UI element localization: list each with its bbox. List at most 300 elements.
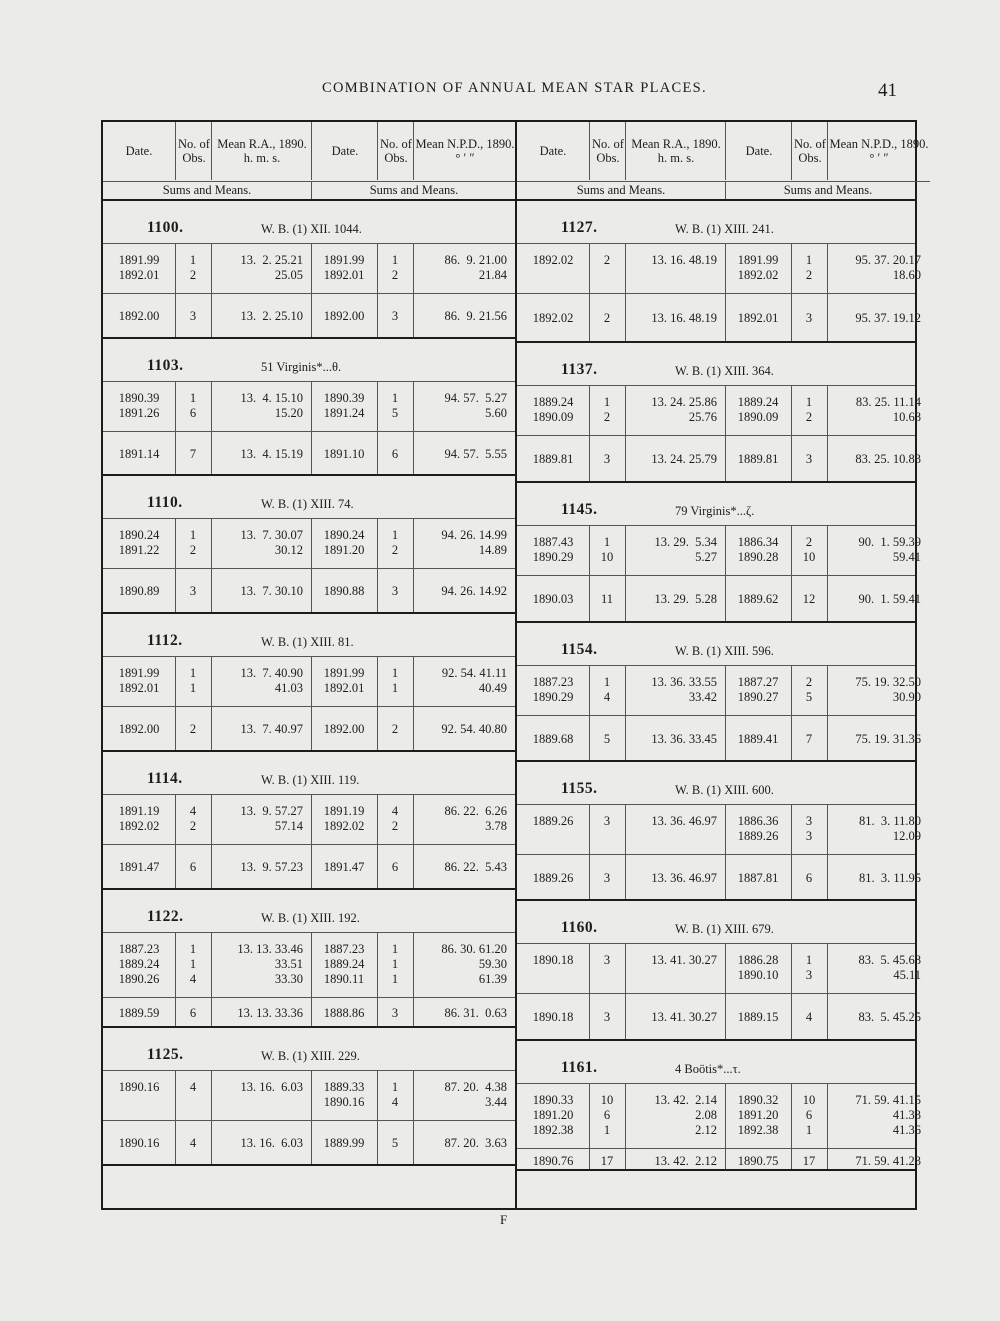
obs-obs-value: 2: [391, 819, 399, 833]
obs-npd-value: 71. 59. 41.15: [855, 1093, 921, 1107]
obs-date-value: 1890.16: [323, 1095, 365, 1109]
obs-obs-value: 1: [391, 666, 399, 680]
mean-npd-value: 71. 59. 41.23: [855, 1154, 921, 1168]
obs-npd-value: 86. 30. 61.20: [441, 942, 507, 956]
header-no-of-obs-npd: No. of Obs.: [377, 122, 414, 180]
obs-ra-value: 30.12: [274, 543, 303, 557]
obs-obs-value: 10: [802, 1093, 816, 1107]
mean-ra-value: 13. 9. 57.23: [240, 860, 303, 874]
column-rule: [625, 944, 626, 1039]
mean-date-value: 1889.81: [532, 452, 574, 466]
star-title: [103, 476, 515, 518]
obs-date-value: 1891.22: [118, 543, 160, 557]
column-rule: [311, 244, 312, 337]
sums-and-means-npd: Sums and Means.: [725, 181, 930, 199]
obs-npd-value: 90. 1. 59.39: [858, 535, 921, 549]
obs-date-value: 1891.19: [323, 804, 365, 818]
obs-obs-value: 1: [391, 972, 399, 986]
mean-npd-value: 86. 9. 21.56: [444, 309, 507, 323]
star-name: 79 Virginis*...ζ.: [675, 504, 755, 518]
obs-ra-value: 5.27: [695, 550, 717, 564]
sums-and-means-ra: Sums and Means.: [517, 181, 725, 199]
star-name: W. B. (1) XIII. 679.: [675, 922, 774, 936]
column-rule: [725, 1084, 726, 1169]
obs-ra-value: 13. 29. 5.34: [654, 535, 717, 549]
star-entry: [103, 339, 515, 476]
star-name: 4 Boötis*...τ.: [675, 1062, 741, 1076]
obs-date-value: 1890.32: [737, 1093, 779, 1107]
obs-obs-value: 1: [805, 253, 813, 267]
star-entry: [517, 483, 921, 623]
obs-npd-value: 10.68: [892, 410, 921, 424]
obs-obs-value: 1: [805, 953, 813, 967]
mean-date-value: 1889.59: [118, 1006, 160, 1020]
obs-npd-value: 3.78: [485, 819, 507, 833]
header-no-of-obs: No. of Obs.: [175, 122, 212, 180]
star-entry: [517, 201, 921, 343]
mean-date-value: 1892.00: [323, 722, 365, 736]
obs-obs-value: 1: [603, 535, 611, 549]
mean-obs-value: 3: [603, 452, 611, 466]
obs-date-value: 1892.01: [323, 681, 365, 695]
obs-date-value: 1887.27: [737, 675, 779, 689]
sums-rule: [517, 293, 915, 294]
column-rule: [211, 657, 212, 750]
star-data: [103, 518, 515, 612]
obs-obs-value: 1: [391, 528, 399, 542]
obs-ra-value: 13. 9. 57.27: [240, 804, 303, 818]
header-mean-ra: Mean R.A., 1890. h. m. s.: [211, 122, 312, 180]
mean-obs-value: 3: [391, 584, 399, 598]
obs-npd-value: 5.60: [485, 406, 507, 420]
obs-obs-value: 5: [391, 406, 399, 420]
obs-date-value: 1890.29: [532, 550, 574, 564]
obs-date-value: 1891.20: [737, 1108, 779, 1122]
column-rule: [413, 382, 414, 474]
mean-obs-value: 11: [600, 592, 614, 606]
mean-obs-value: 5: [391, 1136, 399, 1150]
obs-npd-value: 18.60: [892, 268, 921, 282]
obs-obs-value: 1: [391, 253, 399, 267]
obs-obs-value: 1: [391, 681, 399, 695]
star-title: [517, 623, 915, 665]
star-number: 1155.: [561, 780, 598, 797]
obs-ra-value: 13. 13. 33.46: [237, 942, 303, 956]
mean-ra-value: 13. 7. 30.10: [240, 584, 303, 598]
mean-ra-value: 13. 29. 5.28: [654, 592, 717, 606]
obs-date-value: 1890.24: [118, 528, 160, 542]
column-rule: [211, 795, 212, 888]
obs-obs-value: 4: [391, 804, 399, 818]
mean-npd-value: 87. 20. 3.63: [444, 1136, 507, 1150]
obs-obs-value: 1: [603, 675, 611, 689]
star-number: 1122.: [147, 908, 184, 925]
mean-npd-value: 95. 37. 19.12: [855, 311, 921, 325]
obs-ra-value: 25.05: [274, 268, 303, 282]
sums-rule: [103, 844, 515, 845]
star-places-table: [101, 120, 929, 1210]
mean-ra-value: 13. 42. 2.12: [654, 1154, 717, 1168]
obs-date-value: 1887.23: [323, 942, 365, 956]
obs-obs-value: 1: [391, 957, 399, 971]
obs-npd-value: 92. 54. 41.11: [441, 666, 507, 680]
obs-date-value: 1892.38: [532, 1123, 574, 1137]
obs-obs-value: 1: [603, 395, 611, 409]
obs-ra-value: 13. 7. 40.90: [240, 666, 303, 680]
column-rule: [725, 805, 726, 899]
sums-and-means-ra: Sums and Means.: [103, 181, 311, 199]
obs-obs-value: 2: [189, 819, 197, 833]
sums-rule: [517, 435, 915, 436]
obs-date-value: 1892.01: [323, 268, 365, 282]
mean-date-value: 1892.00: [118, 309, 160, 323]
obs-obs-value: 1: [189, 528, 197, 542]
obs-date-value: 1892.02: [118, 819, 160, 833]
column-rule: [311, 519, 312, 612]
star-number: 1137.: [561, 361, 598, 378]
column-rule: [413, 244, 414, 337]
obs-date-value: 1887.23: [532, 675, 574, 689]
mean-date-value: 1889.62: [737, 592, 779, 606]
mean-obs-value: 3: [189, 584, 197, 598]
mean-ra-value: 13. 36. 46.97: [651, 871, 717, 885]
mean-npd-value: 90. 1. 59.41: [858, 592, 921, 606]
mean-npd-value: 81. 3. 11.95: [858, 871, 921, 885]
obs-date-value: 1892.01: [118, 268, 160, 282]
star-data: [103, 1070, 515, 1164]
obs-npd-value: 61.39: [478, 972, 507, 986]
mean-obs-value: 5: [603, 732, 611, 746]
obs-obs-value: 1: [391, 391, 399, 405]
column-rule: [625, 805, 626, 899]
column-header: [517, 122, 929, 201]
star-title: [103, 1028, 515, 1070]
star-name: W. B. (1) XIII. 596.: [675, 644, 774, 658]
obs-npd-value: 95. 37. 20.17: [855, 253, 921, 267]
column-rule: [413, 1071, 414, 1164]
obs-ra-value: 13. 36. 33.55: [651, 675, 717, 689]
obs-date-value: 1886.28: [737, 953, 779, 967]
star-number: 1100.: [147, 219, 184, 236]
obs-ra-value: 13. 2. 25.21: [240, 253, 303, 267]
obs-obs-value: 2: [805, 410, 813, 424]
mean-npd-value: 83. 25. 10.83: [855, 452, 921, 466]
obs-obs-value: 4: [603, 690, 611, 704]
mean-obs-value: 2: [189, 722, 197, 736]
mean-npd-value: 86. 31. 0.63: [444, 1006, 507, 1020]
sums-rule: [103, 431, 515, 432]
star-name: W. B. (1) XIII. 600.: [675, 783, 774, 797]
obs-date-value: 1890.18: [532, 953, 574, 967]
mean-obs-value: 4: [805, 1010, 813, 1024]
star-number: 1161.: [561, 1059, 598, 1076]
mean-date-value: 1889.26: [532, 871, 574, 885]
column-rule: [625, 666, 626, 760]
obs-date-value: 1891.26: [118, 406, 160, 420]
obs-obs-value: 1: [603, 1123, 611, 1137]
obs-obs-value: 2: [391, 268, 399, 282]
obs-date-value: 1890.09: [532, 410, 574, 424]
header-no-of-obs: No. of Obs.: [589, 122, 626, 180]
obs-obs-value: 3: [805, 829, 813, 843]
star-name: W. B. (1) XIII. 241.: [675, 222, 774, 236]
page-number: 41: [878, 80, 897, 101]
obs-npd-value: 59.41: [892, 550, 921, 564]
mean-date-value: 1892.01: [737, 311, 779, 325]
column-rule: [725, 944, 726, 1039]
mean-obs-value: 3: [189, 309, 197, 323]
obs-obs-value: 1: [805, 1123, 813, 1137]
star-number: 1110.: [147, 494, 183, 511]
mean-date-value: 1891.47: [118, 860, 160, 874]
column-rule: [827, 1084, 828, 1169]
obs-ra-value: 13. 7. 30.07: [240, 528, 303, 542]
signature-mark: F: [500, 1212, 508, 1227]
obs-date-value: 1891.99: [323, 666, 365, 680]
obs-npd-value: 30.90: [892, 690, 921, 704]
obs-obs-value: 1: [189, 391, 197, 405]
obs-obs-value: 1: [391, 942, 399, 956]
mean-ra-value: 13. 4. 15.19: [240, 447, 303, 461]
column-rule: [211, 382, 212, 474]
mean-obs-value: 17: [600, 1154, 614, 1168]
column-rule: [725, 526, 726, 621]
obs-date-value: 1890.10: [737, 968, 779, 982]
obs-date-value: 1892.02: [532, 253, 574, 267]
star-entry: [103, 476, 515, 614]
column-rule: [413, 933, 414, 1026]
column-rule: [211, 933, 212, 1026]
mean-date-value: 1891.47: [323, 860, 365, 874]
star-title: [517, 483, 915, 525]
star-number: 1160.: [561, 919, 598, 936]
star-data: [517, 665, 921, 760]
obs-obs-value: 3: [603, 953, 611, 967]
obs-npd-value: 14.89: [478, 543, 507, 557]
mean-date-value: 1890.03: [532, 592, 574, 606]
obs-npd-value: 41.36: [892, 1123, 921, 1137]
mean-ra-value: 13. 16. 6.03: [240, 1136, 303, 1150]
star-entry: [103, 752, 515, 890]
mean-obs-value: 3: [805, 452, 813, 466]
star-number: 1114.: [147, 770, 183, 787]
obs-obs-value: 6: [189, 406, 197, 420]
mean-date-value: 1890.18: [532, 1010, 574, 1024]
obs-date-value: 1892.01: [118, 681, 160, 695]
obs-obs-value: 5: [805, 690, 813, 704]
sums-rule: [517, 575, 915, 576]
column-rule: [625, 386, 626, 481]
star-entry: [103, 890, 515, 1028]
mean-date-value: 1892.00: [323, 309, 365, 323]
obs-date-value: 1889.24: [532, 395, 574, 409]
sums-rule: [517, 1148, 915, 1149]
mean-date-value: 1890.16: [118, 1136, 160, 1150]
obs-obs-value: 4: [189, 1080, 197, 1094]
star-data: [103, 381, 515, 474]
column-rule: [827, 944, 828, 1039]
column-rule: [827, 386, 828, 481]
star-title: [103, 201, 515, 243]
obs-obs-value: 10: [600, 550, 614, 564]
mean-obs-value: 3: [391, 1006, 399, 1020]
header-date-npd: Date.: [725, 122, 792, 180]
obs-ra-value: 57.14: [274, 819, 303, 833]
obs-obs-value: 6: [805, 1108, 813, 1122]
obs-ra-value: 25.76: [688, 410, 717, 424]
mean-ra-value: 13. 24. 25.79: [651, 452, 717, 466]
star-title: [103, 752, 515, 794]
star-data: [103, 656, 515, 750]
obs-obs-value: 2: [805, 535, 813, 549]
running-head: COMBINATION OF ANNUAL MEAN STAR PLACES.: [322, 80, 707, 96]
obs-ra-value: 2.08: [695, 1108, 717, 1122]
star-entry: [103, 614, 515, 752]
star-data: [517, 804, 921, 899]
obs-obs-value: 2: [391, 543, 399, 557]
column-rule: [413, 795, 414, 888]
obs-ra-value: 33.42: [688, 690, 717, 704]
obs-obs-value: 4: [391, 1095, 399, 1109]
star-number: 1154.: [561, 641, 598, 658]
obs-date-value: 1886.34: [737, 535, 779, 549]
star-title: [103, 890, 515, 932]
mean-date-value: 1890.89: [118, 584, 160, 598]
column-rule: [827, 526, 828, 621]
obs-obs-value: 4: [189, 972, 197, 986]
obs-npd-value: 41.33: [892, 1108, 921, 1122]
obs-date-value: 1891.99: [323, 253, 365, 267]
star-entry: [517, 623, 921, 762]
obs-date-value: 1891.24: [323, 406, 365, 420]
obs-npd-value: 86. 9. 21.00: [444, 253, 507, 267]
star-entry: [517, 762, 921, 901]
obs-obs-value: 2: [805, 675, 813, 689]
obs-npd-value: 75. 19. 32.50: [855, 675, 921, 689]
obs-ra-value: 13. 16. 48.19: [651, 253, 717, 267]
mean-date-value: 1890.88: [323, 584, 365, 598]
star-data: [517, 1083, 921, 1169]
obs-date-value: 1890.24: [323, 528, 365, 542]
obs-obs-value: 2: [189, 268, 197, 282]
mean-obs-value: 3: [603, 1010, 611, 1024]
star-name: W. B. (1) XIII. 81.: [261, 635, 354, 649]
star-entry: [517, 901, 921, 1041]
sums-rule: [103, 997, 515, 998]
obs-date-value: 1889.26: [532, 814, 574, 828]
mean-obs-value: 4: [189, 1136, 197, 1150]
star-number: 1112.: [147, 632, 183, 649]
mean-obs-value: 3: [805, 311, 813, 325]
obs-npd-value: 45.11: [893, 968, 921, 982]
star-name: W. B. (1) XIII. 119.: [261, 773, 360, 787]
obs-ra-value: 33.30: [274, 972, 303, 986]
mean-obs-value: 3: [391, 309, 399, 323]
column-rule: [827, 805, 828, 899]
obs-date-value: 1889.24: [118, 957, 160, 971]
column-rule: [625, 1084, 626, 1169]
column-rule: [311, 795, 312, 888]
obs-date-value: 1890.27: [737, 690, 779, 704]
mean-date-value: 1892.00: [118, 722, 160, 736]
obs-ra-value: 33.51: [274, 957, 303, 971]
mean-obs-value: 6: [391, 860, 399, 874]
sums-rule: [103, 293, 515, 294]
header-date: Date.: [539, 143, 567, 158]
obs-obs-value: 3: [805, 814, 813, 828]
star-title: [517, 201, 915, 243]
star-title: [103, 614, 515, 656]
star-name: W. B. (1) XIII. 74.: [261, 497, 354, 511]
star-name: W. B. (1) XIII. 364.: [675, 364, 774, 378]
mean-obs-value: 7: [805, 732, 813, 746]
obs-ra-value: 15.20: [274, 406, 303, 420]
obs-obs-value: 4: [189, 804, 197, 818]
mean-obs-value: 6: [189, 860, 197, 874]
mean-date-value: 1890.76: [532, 1154, 574, 1168]
obs-date-value: 1891.19: [118, 804, 160, 818]
obs-npd-value: 83. 5. 45.68: [858, 953, 921, 967]
obs-date-value: 1890.09: [737, 410, 779, 424]
column-rule: [211, 244, 212, 337]
mean-npd-value: 75. 19. 31.36: [855, 732, 921, 746]
mean-npd-value: 94. 26. 14.92: [441, 584, 507, 598]
obs-date-value: 1890.16: [118, 1080, 160, 1094]
obs-date-value: 1892.02: [737, 268, 779, 282]
obs-obs-value: 10: [802, 550, 816, 564]
header-date-npd: Date.: [311, 122, 378, 180]
column-rule: [827, 666, 828, 760]
obs-date-value: 1892.02: [323, 819, 365, 833]
obs-obs-value: 6: [603, 1108, 611, 1122]
column-rule: [413, 657, 414, 750]
obs-obs-value: 1: [189, 942, 197, 956]
obs-date-value: 1891.99: [737, 253, 779, 267]
obs-obs-value: 10: [600, 1093, 614, 1107]
mean-date-value: 1889.41: [737, 732, 779, 746]
column-rule: [413, 519, 414, 612]
mean-ra-value: 13. 16. 48.19: [651, 311, 717, 325]
obs-npd-value: 12.09: [892, 829, 921, 843]
obs-date-value: 1891.20: [323, 543, 365, 557]
sums-and-means-npd: Sums and Means.: [311, 181, 516, 199]
star-data: [517, 525, 921, 621]
star-entry: [517, 343, 921, 483]
column-rule: [311, 657, 312, 750]
star-number: 1127.: [561, 219, 598, 236]
sums-rule: [517, 993, 915, 994]
obs-obs-value: 1: [189, 666, 197, 680]
star-number: 1103.: [147, 357, 184, 374]
mean-date-value: 1888.86: [323, 1006, 365, 1020]
header-mean-npd: Mean N.P.D., 1890. ° ′ ″: [413, 122, 516, 180]
obs-npd-value: 40.49: [478, 681, 507, 695]
obs-obs-value: 1: [189, 253, 197, 267]
mean-obs-value: 17: [802, 1154, 816, 1168]
obs-npd-value: 3.44: [485, 1095, 507, 1109]
column-rule: [725, 666, 726, 760]
mean-date-value: 1887.81: [737, 871, 779, 885]
star-name: W. B. (1) XII. 1044.: [261, 222, 362, 236]
obs-date-value: 1890.39: [323, 391, 365, 405]
obs-date-value: 1887.43: [532, 535, 574, 549]
column-header: [103, 122, 515, 201]
mean-date-value: 1891.14: [118, 447, 160, 461]
column-rule: [311, 382, 312, 474]
obs-date-value: 1887.23: [118, 942, 160, 956]
star-title: [103, 339, 515, 381]
mean-ra-value: 13. 2. 25.10: [240, 309, 303, 323]
